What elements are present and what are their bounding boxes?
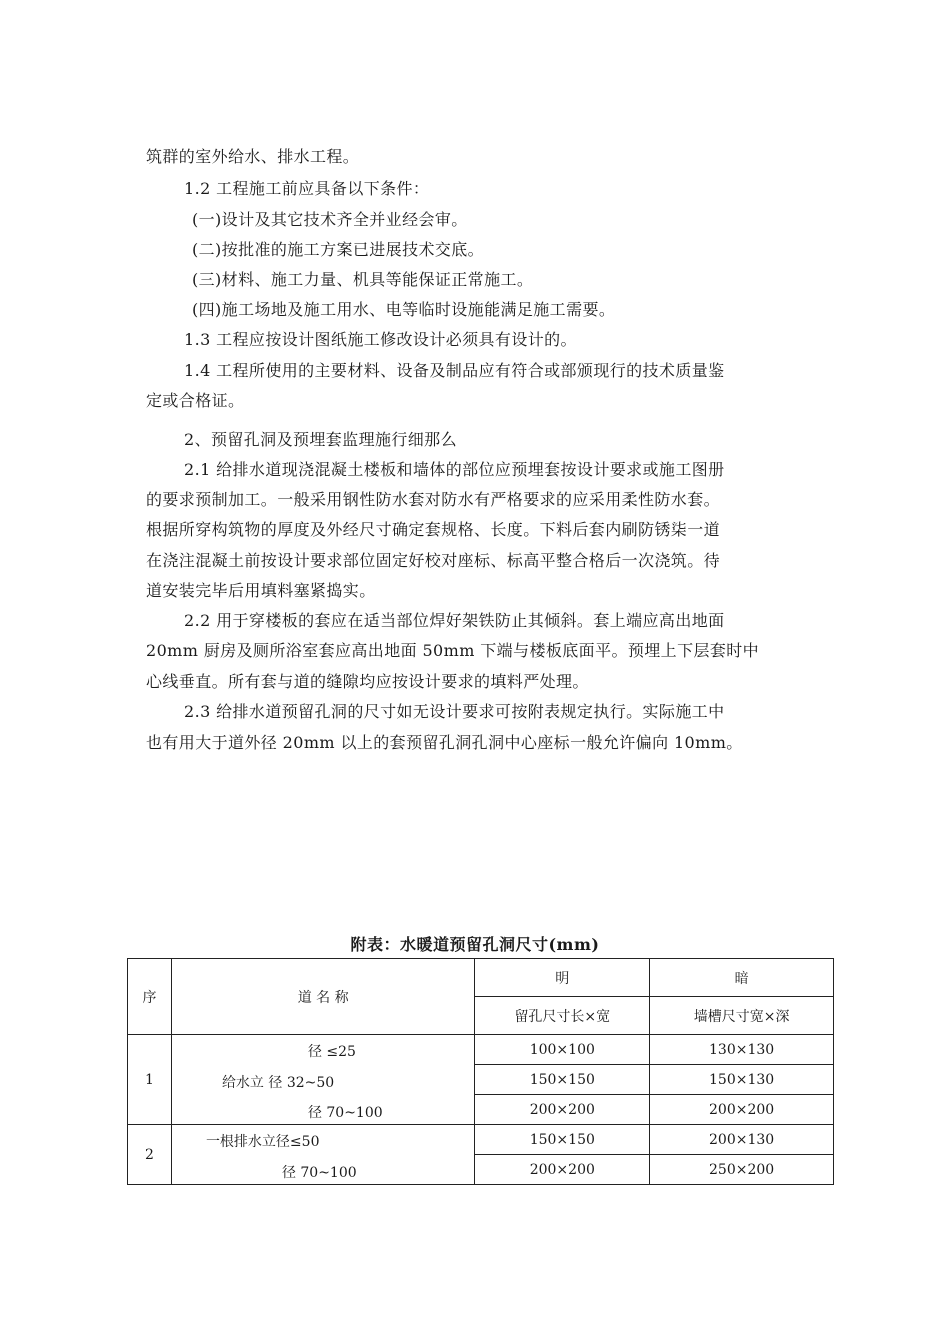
section-2-1: 2.1 给排水道现浇混凝土楼板和墙体的部位应预埋套按设计要求或施工图册 — [184, 460, 725, 479]
header-hidden-sub: 墙槽尺寸宽×深 — [650, 997, 834, 1035]
paragraph-line: 道安装完毕后用填料塞紧捣实。 — [146, 581, 376, 600]
open-size-cell: 200×200 — [475, 1155, 650, 1185]
paragraph-line: 定或合格证。 — [146, 391, 245, 410]
condition-item: (一)设计及其它技术齐全并业经会审。 — [192, 210, 468, 229]
hidden-size-cell: 200×200 — [650, 1095, 834, 1125]
pipe-name-cell — [171, 1035, 474, 1125]
hidden-size-cell: 130×130 — [650, 1035, 834, 1065]
section-2-3: 2.3 给排水道预留孔洞的尺寸如无设计要求可按附表规定执行。实际施工中 — [184, 702, 725, 721]
section-heading-1-2: 1.2 工程施工前应具备以下条件： — [184, 179, 430, 198]
group-seq: 2 — [128, 1125, 172, 1185]
paragraph-line: 的要求预制加工。一般采用钢性防水套对防水有严格要求的应采用柔性防水套。 — [146, 490, 721, 509]
open-size-cell: 100×100 — [475, 1035, 650, 1065]
pipe-name-line: 径 ≤25 — [307, 1044, 356, 1060]
header-open: 明 — [475, 959, 650, 997]
paragraph-line: 20mm 厨房及厕所浴室套应高出地面 50mm 下端与楼板底面平。预埋上下层套时中 — [146, 641, 760, 660]
section-heading-2: 2、预留孔洞及预埋套监理施行细那么 — [184, 430, 457, 449]
paragraph-line: 在浇注混凝土前按设计要求部位固定好校对座标、标高平整合格后一次浇筑。待 — [146, 551, 721, 570]
open-size-cell: 200×200 — [475, 1095, 650, 1125]
condition-item: (二)按批准的施工方案已进展技术交底。 — [192, 240, 485, 259]
pipe-name-line: 径 70~100 — [281, 1165, 357, 1181]
condition-item: (四)施工场地及施工用水、电等临时设施能满足施工需要。 — [192, 300, 616, 319]
paragraph-line: 筑群的室外给水、排水工程。 — [146, 147, 360, 166]
paragraph-line: 也有用大于道外径 20mm 以上的套预留孔洞孔洞中心座标一般允许偏向 10mm。 — [146, 733, 743, 752]
pipe-name-line: 径 70~100 — [307, 1105, 383, 1121]
section-1-4: 1.4 工程所使用的主要材料、设备及制品应有符合或部颁现行的技术质量鉴 — [184, 361, 725, 380]
pipe-name-cell — [171, 1125, 474, 1185]
section-1-3: 1.3 工程应按设计图纸施工修改设计必须具有设计的。 — [184, 330, 577, 349]
open-size-cell: 150×150 — [475, 1065, 650, 1095]
hidden-size-cell: 150×130 — [650, 1065, 834, 1095]
header-seq: 序 — [128, 959, 172, 1035]
section-2-2: 2.2 用于穿楼板的套应在适当部位焊好架铁防止其倾斜。套上端应高出地面 — [184, 611, 725, 630]
pipe-name-line: 给水立 径 32~50 — [221, 1075, 335, 1091]
condition-item: (三)材料、施工力量、机具等能保证正常施工。 — [192, 270, 534, 289]
hidden-size-cell: 250×200 — [650, 1155, 834, 1185]
hidden-size-cell: 200×130 — [650, 1125, 834, 1155]
reserved-hole-size-table — [127, 958, 834, 1185]
header-open-sub: 留孔尺寸长×宽 — [475, 997, 650, 1035]
table-caption: 附表：水暖道预留孔洞尺寸(mm) — [350, 935, 600, 954]
pipe-name-line: 一根排水立径≤50 — [205, 1134, 320, 1150]
group-seq: 1 — [128, 1035, 172, 1125]
paragraph-line: 根据所穿构筑物的厚度及外经尺寸确定套规格、长度。下料后套内刷防锈柒一道 — [146, 520, 721, 539]
header-hidden: 暗 — [650, 959, 834, 997]
open-size-cell: 150×150 — [475, 1125, 650, 1155]
paragraph-line: 心线垂直。所有套与道的缝隙均应按设计要求的填料严处理。 — [146, 672, 589, 691]
header-name: 道 名 称 — [171, 959, 474, 1035]
